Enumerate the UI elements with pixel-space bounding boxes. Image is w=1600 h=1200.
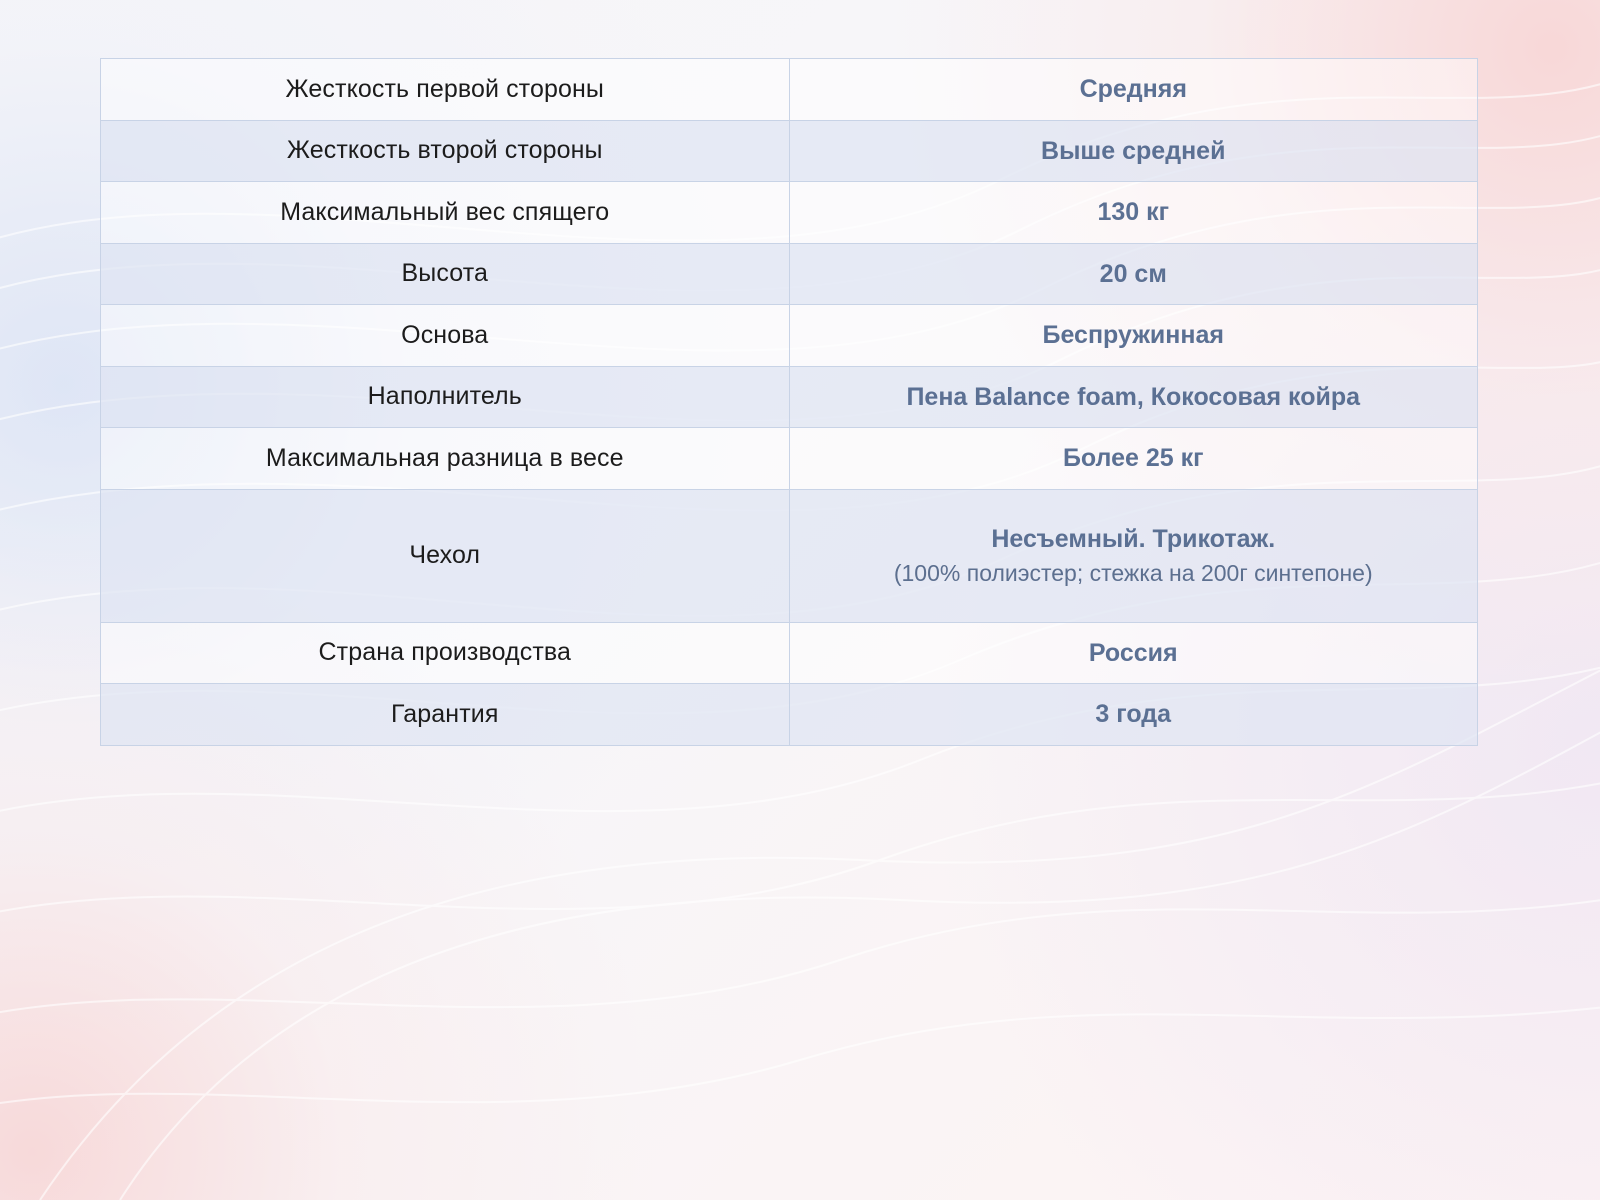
spec-label: Чехол xyxy=(101,489,790,622)
table-row xyxy=(101,366,1478,428)
spec-value: Пена Balance foam, Кокосовая койра xyxy=(789,366,1478,428)
table-row xyxy=(101,684,1478,746)
spec-label: Жесткость второй стороны xyxy=(101,120,790,182)
spec-label: Жесткость первой стороны xyxy=(101,59,790,121)
table-row xyxy=(101,59,1478,121)
spec-label: Высота xyxy=(101,243,790,305)
specifications-table-container xyxy=(100,58,1478,746)
spec-label: Гарантия xyxy=(101,684,790,746)
spec-value: Более 25 кг xyxy=(789,428,1478,490)
table-row xyxy=(101,182,1478,244)
table-row xyxy=(101,489,1478,622)
spec-value xyxy=(789,489,1478,622)
spec-label: Максимальный вес спящего xyxy=(101,182,790,244)
spec-label: Максимальная разница в весе xyxy=(101,428,790,490)
spec-value-main: Несъемный. Трикотаж. xyxy=(991,524,1276,553)
spec-label: Наполнитель xyxy=(101,366,790,428)
spec-label: Страна производства xyxy=(101,622,790,684)
spec-value: 130 кг xyxy=(789,182,1478,244)
spec-value: Средняя xyxy=(789,59,1478,121)
spec-value-note: (100% полиэстер; стежка на 200г синтепоне) xyxy=(893,560,1373,587)
spec-value: 20 см xyxy=(789,243,1478,305)
table-row xyxy=(101,428,1478,490)
table-row xyxy=(101,622,1478,684)
specifications-table-body xyxy=(101,59,1478,746)
spec-value: Россия xyxy=(789,622,1478,684)
spec-value: 3 года xyxy=(789,684,1478,746)
specifications-table xyxy=(100,58,1478,746)
table-row xyxy=(101,243,1478,305)
spec-value: Выше средней xyxy=(789,120,1478,182)
spec-value: Беспружинная xyxy=(789,305,1478,367)
table-row xyxy=(101,305,1478,367)
table-row xyxy=(101,120,1478,182)
spec-label: Основа xyxy=(101,305,790,367)
